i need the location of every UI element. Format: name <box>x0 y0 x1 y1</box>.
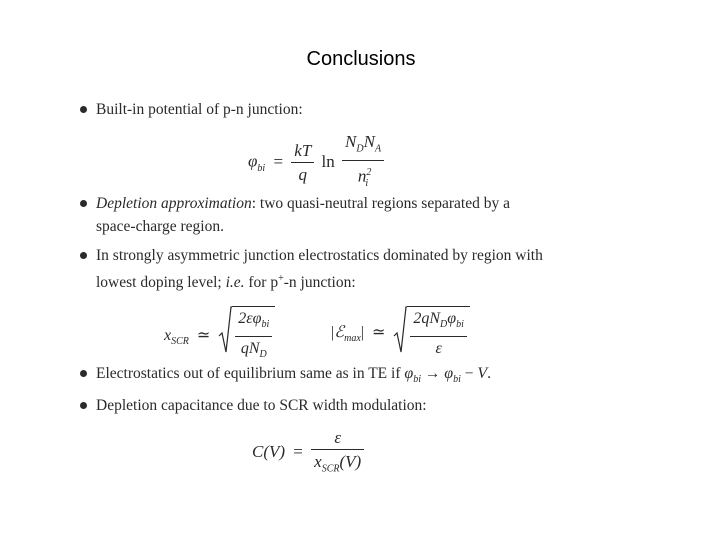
equation-scr-width: $x_{SCR}$ ≃ $\frac{2\varepsilon\varphi_{bi}}{qN_D}$ <box>164 306 275 366</box>
bullet-text: Depletion capacitance due to SCR width modulation: <box>96 397 427 414</box>
slide-title: Conclusions <box>306 48 416 70</box>
bullet-dot <box>80 370 87 377</box>
equation-built-in-potential: $\varphi_{bi}$ = $\frac{kT}{q}$ ln $\frac{N_DN_A}{n^2_i}$ <box>248 130 384 195</box>
bullet-text: Electrostatics out of equilibrium same as in TE if $\varphi_{bi} \to \varphi_{bi} - V$. <box>96 365 492 386</box>
bullet-dot <box>80 200 87 207</box>
bullet-dot <box>80 106 87 113</box>
equation-max-field: |ℰ$_{max}$| ≃ $\frac{2qN_D\varphi_{bi}}{\varepsilon}$ <box>330 306 470 360</box>
bullet-text: In strongly asymmetric junction electrostatics dominated by region with lowest doping level; i.e. for p+-n junction: <box>96 247 543 292</box>
bullet-dot <box>80 402 87 409</box>
bullet-text: Built-in potential of p-n junction: <box>96 101 303 118</box>
bullet-dot <box>80 252 87 259</box>
equation-capacitance: C(V) = $\frac{\varepsilon}{x_{SCR}(V)}$ <box>252 426 364 480</box>
bullet-text: Depletion approximation: two quasi-neutral regions separated by a space-charge region. <box>96 195 510 235</box>
